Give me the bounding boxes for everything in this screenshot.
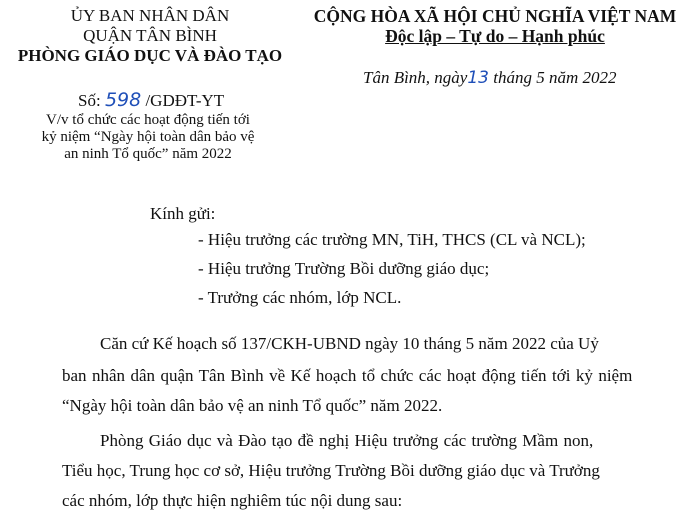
- paragraph-2-line: các nhóm, lớp thực hiện nghiêm túc nội dung sau:: [62, 491, 403, 510]
- motto-line-2: Độc lập – Tự do – Hạnh phúc: [385, 26, 605, 46]
- paragraph-2-line: Tiểu học, Trung học cơ sở, Hiệu trưởng Trường Bồi dưỡng giáo dục và Trưởng: [62, 461, 600, 480]
- subject-line-3: an ninh Tổ quốc” năm 2022: [64, 146, 232, 162]
- national-motto: [300, 6, 690, 46]
- agency-header: [10, 6, 290, 66]
- doc-number-handwritten: 598: [104, 89, 142, 111]
- doc-number-code: /GDĐT-YT: [145, 91, 225, 110]
- motto-line-1: CỘNG HÒA XÃ HỘI CHỦ NGHĨA VIỆT NAM: [313, 6, 677, 26]
- recipient-item: - Hiệu trưởng các trường MN, TiH, THCS (CL và NCL);: [198, 230, 586, 249]
- paragraph-1-line: “Ngày hội toàn dân bảo vệ an ninh Tổ quốc” năm 2022.: [62, 396, 443, 415]
- date-day-handwritten: 13: [467, 68, 489, 88]
- paragraph-1-line: ban nhân dân quận Tân Bình về Kế hoạch tổ chức các hoạt động tiến tới kỷ niệm: [62, 366, 633, 385]
- subject-line-2: kỷ niệm “Ngày hội toàn dân bảo vệ: [41, 129, 255, 145]
- paragraph-1-line: Căn cứ Kế hoạch số 137/CKH-UBND ngày 10 tháng 5 năm 2022 của Uỷ: [100, 334, 599, 353]
- date-prefix: Tân Bình, ngày: [363, 68, 468, 87]
- date-line: [363, 68, 617, 88]
- date-suffix: tháng 5 năm 2022: [493, 68, 617, 87]
- subject-line-1: V/v tổ chức các hoạt động tiến tới: [46, 112, 250, 128]
- recipients-label: Kính gửi:: [150, 204, 216, 223]
- doc-number-label: Số:: [78, 91, 101, 110]
- agency-line-2: QUẬN TÂN BÌNH: [83, 26, 217, 45]
- agency-line-1: ỦY BAN NHÂN DÂN: [70, 6, 230, 25]
- subject-block: [28, 112, 268, 163]
- paragraph-2-line: Phòng Giáo dục và Đào tạo đề nghị Hiệu trưởng các trường Mầm non,: [100, 431, 594, 450]
- recipient-item: - Trưởng các nhóm, lớp NCL.: [198, 288, 402, 307]
- recipient-item: - Hiệu trưởng Trường Bồi dưỡng giáo dục;: [198, 259, 490, 278]
- agency-line-3: PHÒNG GIÁO DỤC VÀ ĐÀO TẠO: [17, 46, 283, 65]
- doc-number: [78, 89, 224, 111]
